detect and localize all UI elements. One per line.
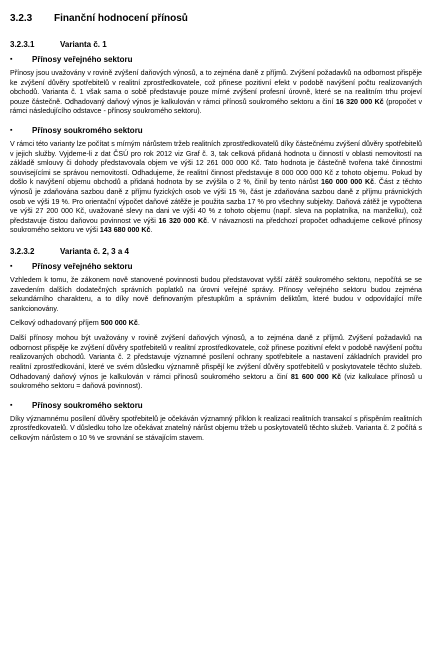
estimate-label: Celkový odhadovaný příjem: [10, 318, 101, 328]
variant1-public-paragraph: [10, 69, 422, 117]
variant2-heading: [10, 246, 422, 257]
paragraph-text: .: [150, 226, 153, 235]
variant1-heading: [10, 39, 422, 50]
section-number: 3.2.3: [10, 13, 33, 24]
variant2-number: 3.2.3.2: [10, 246, 35, 256]
bullet-icon: ▪: [10, 262, 13, 270]
paragraph-text: (viz kalkulace přínosů u soukromého sektoru = daňová povinnost).: [10, 372, 423, 391]
amount-value: 160 000 000 Kč: [321, 178, 375, 187]
variant2-private-title: Přínosy soukromého sektoru: [32, 400, 143, 410]
paragraph-text: . Část z těchto výnosů je zdaňována sazbou daně z příjmu fyzických osob ve výši 15 %, část je zdaňována sazbou daně z příjmu právnických osob ve výši 19 %. Pro orientační výpočet daňové zátěže je použita sazba 17 % pro všechny subjekty. Daňová zátěž je vypočtena ve výši 27 200 000 Kč, uvažované slevy na dani ve výši 40 % z tohoto objemu (např. sleva na poplatníka, na manželku), což představuje čistou daňovou povinnost ve výši: [10, 178, 422, 225]
section-title: Finanční hodnocení přínosů: [54, 13, 188, 24]
amount-value: 16 320 000 Kč: [158, 216, 208, 225]
variant1-private-heading: [10, 125, 422, 136]
variant1-private-paragraph: [10, 140, 422, 236]
amount-value: 500 000 Kč: [100, 318, 138, 328]
paragraph-text: . V návaznosti na předchozí propočet odhadujeme celkové přínosy soukromého sektoru ve výši: [10, 216, 423, 235]
paragraph-text: (propočet v rámci následujícího odstavce - přínosy soukromého sektoru).: [10, 97, 422, 116]
variant2-title: Varianta č. 2, 3 a 4: [60, 246, 129, 256]
variant2-public-heading: [10, 261, 422, 272]
paragraph-text: Přínosy jsou uvažovány v rovině zvýšení daňových výnosů, a to zejména daně z příjmů. Zvýšení požadavků na odbornost přispěje ke zvýšení důvěry spotřebitelů v realitní zprostředkovatele, což přinese pozitivní efekt v podobě navýšení počtu realizovaných obchodů. Varianta č. 1 však sama o sobě představuje pouze mírné zvýšení profesní úrovně, které se na realitním trhu projeví pouze částečně. Odhadovaný daňový výnos je kalkulován v rámci přínosů soukromého sektoru a činí: [10, 69, 422, 106]
amount-value: 81 600 000 Kč: [290, 372, 342, 381]
variant2-public-paragraph-1: Vzhledem k tomu, že zákonem nově stanovené povinnosti budou představovat vyšší zátěž soukromého sektoru, nepočítá se se zavedením dalších dodatečných správních poplatků na úrovni veřejné správy. Přínosy veřejného sektoru budou zejména sekundárního charakteru, a to díky nově definovaným přestupkům a správním deliktům, které budou v odpovídající míře sankcionovány.: [10, 275, 422, 313]
paragraph-text: Další přínosy mohou být uvažovány v rovině zvýšení daňových výnosů, a to zejména daně z příjmů. Zvýšení požadavků na odbornost přispěje ke zvýšení důvěry spotřebitelů v realitní zprostředkovatele, což přinese pozitivní efekt v podobě navýšení počtu realizovaných obchodů. Varianta č. 2 představuje významné posílení ochrany spotřebitele a nastavení základních pravidel pro realitní zprostředkování, které ve svém důsledku významně přispějí ke zvýšení důvěry spotřebitelů v poskytovatele těchto služeb. Odhadovaný daňový výnos je kalkulován v rámci přínosů soukromého sektoru a činí: [10, 334, 422, 381]
variant2-private-paragraph: Díky významnému posílení důvěry spotřebitelů je očekáván významný příklon k realizaci realitních transakcí s přispěním realitních zprostředkovatelů. V důsledku toho lze očekávat znatelný nárůst objemu tržeb u poskytovatelů těchto služeb. Varianta č. 2 počítá s celkovým nárůstem o 10 % ve srovnání se stávajícím stavem.: [10, 414, 422, 443]
bullet-icon: ▪: [10, 56, 13, 63]
variant2-public-paragraph-2: [10, 334, 422, 392]
variant2-public-title: Přínosy veřejného sektoru: [32, 261, 133, 271]
variant1-public-title: Přínosy veřejného sektoru: [32, 55, 133, 64]
variant1-public-heading: [10, 54, 422, 65]
variant2-private-heading: [10, 400, 422, 411]
variant1-number: 3.2.3.1: [10, 40, 35, 49]
variant1-title: Varianta č. 1: [60, 40, 107, 49]
section-heading: [10, 12, 422, 25]
variant1-private-title: Přínosy soukromého sektoru: [32, 125, 143, 135]
paragraph-text: V rámci této varianty lze počítat s mírným nárůstem tržeb realitních zprostředkovatelů díky částečnému zvýšení důvěry spotřebitelů v jejich služby. Vyjdeme-li z dat ČSÚ pro rok 2012 viz Graf č. 3, tak celková přidaná hodnota u činností v oblasti nemovitostí na základě smlouvy či dohody představovala objem ve výši 12 261 000 000 Kč. Tato hodnota je částečně tvořena také činnostmi souvisejícími se správou nemovitostí. Odhadujeme, že realitní činnost představuje 8 000 000 000 Kč z tohoto objemu. Pokud by došlo k navýšení objemu obchodů a přidaná hodnota by se zvýšila o 2 %, činil by tento nárůst: [10, 139, 422, 187]
bullet-icon: ▪: [10, 126, 13, 134]
amount-value: 143 680 000 Kč: [99, 226, 151, 235]
amount-value: 16 320 000 Kč: [335, 97, 384, 106]
bullet-icon: ▪: [10, 401, 13, 409]
paragraph-text: .: [137, 318, 140, 328]
variant2-estimate-line: [10, 318, 422, 328]
